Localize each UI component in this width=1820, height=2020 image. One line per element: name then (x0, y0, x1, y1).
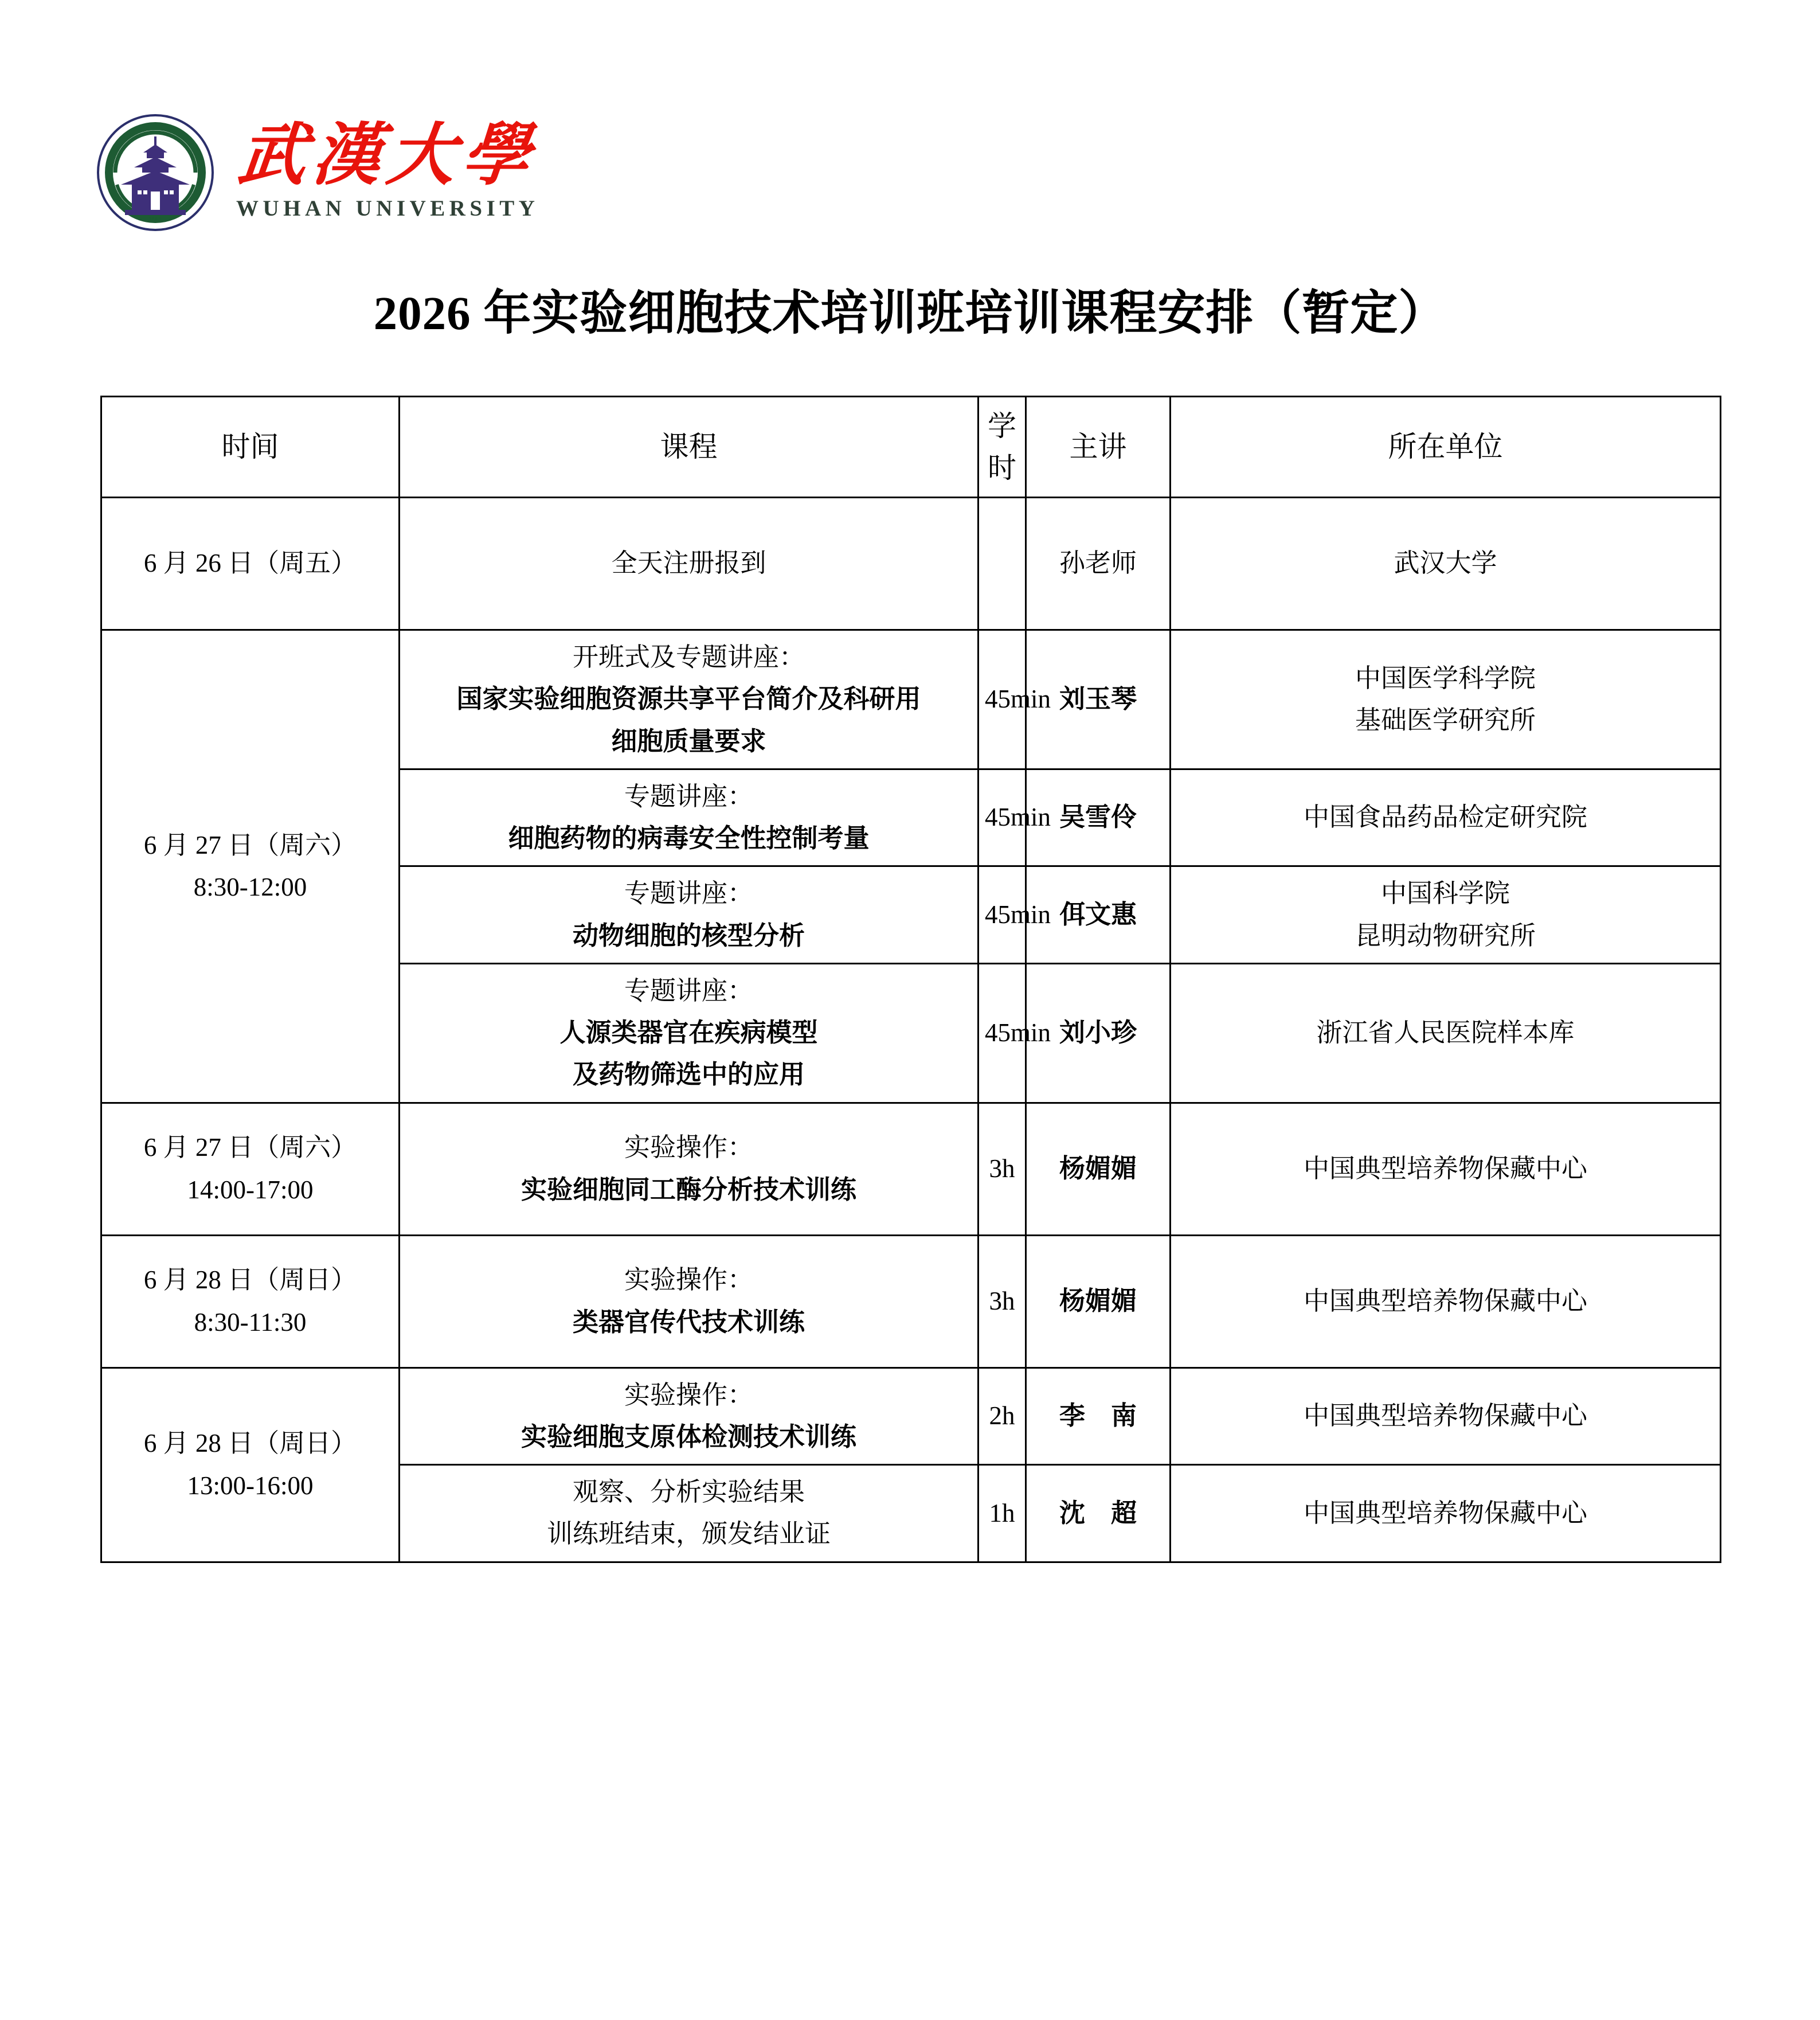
cell-unit: 中国典型培养物保藏中心 (1171, 1103, 1721, 1235)
course-schedule-table (100, 396, 1721, 1563)
cell-hours: 45min (979, 866, 1026, 964)
cell-hours: 1h (979, 1465, 1026, 1562)
university-logo (96, 114, 539, 232)
header-unit: 所在单位 (1171, 397, 1721, 498)
cell-lecturer: 孙老师 (1026, 498, 1171, 630)
cell-hours: 45min (979, 630, 1026, 769)
svg-text:1893: 1893 (148, 216, 162, 221)
cell-time: 6 月 28 日（周日） 8:30-11:30 (101, 1235, 400, 1367)
table-row (101, 630, 1721, 769)
cell-unit: 中国食品药品检定研究院 (1171, 769, 1721, 866)
cell-hours: 45min (979, 769, 1026, 866)
cell-time: 6 月 26 日（周五） (101, 498, 400, 630)
cell-unit: 中国医学科学院 基础医学研究所 (1171, 630, 1721, 769)
university-name-english: WUHAN UNIVERSITY (236, 196, 539, 221)
header-lecturer: 主讲 (1026, 397, 1171, 498)
cell-hours: 45min (979, 963, 1026, 1103)
cell-unit: 中国典型培养物保藏中心 (1171, 1235, 1721, 1367)
cell-lecturer: 刘玉琴 (1026, 630, 1171, 769)
cell-course: 全天注册报到 (400, 498, 979, 630)
schedule-table-container (100, 396, 1720, 1563)
cell-course: 开班式及专题讲座： 国家实验细胞资源共享平台简介及科研用 细胞质量要求 (400, 630, 979, 769)
table-header-row (101, 397, 1721, 498)
university-wordmark (234, 118, 541, 223)
cell-unit: 中国典型培养物保藏中心 (1171, 1465, 1721, 1562)
cell-unit: 浙江省人民医院样本库 (1171, 963, 1721, 1103)
cell-course: 实验操作： 实验细胞同工酶分析技术训练 (400, 1103, 979, 1235)
cell-lecturer: 刘小珍 (1026, 963, 1171, 1103)
table-row (101, 1367, 1721, 1465)
table-row (101, 1235, 1721, 1367)
header-course: 课程 (400, 397, 979, 498)
wuhan-university-emblem-icon (96, 114, 214, 232)
table-row (101, 1103, 1721, 1235)
cell-course: 专题讲座： 细胞药物的病毒安全性控制考量 (400, 769, 979, 866)
page-title: 2026 年实验细胞技术培训班培训课程安排（暂定） (373, 287, 1447, 339)
cell-hours: 3h (979, 1103, 1026, 1235)
cell-hours (979, 498, 1026, 630)
cell-lecturer: 杨媚媚 (1026, 1103, 1171, 1235)
header-hours: 学时 (979, 397, 1026, 498)
cell-course: 实验操作： 实验细胞支原体检测技术训练 (400, 1367, 979, 1465)
cell-unit: 中国典型培养物保藏中心 (1171, 1367, 1721, 1465)
cell-time: 6 月 28 日（周日） 13:00-16:00 (101, 1367, 400, 1562)
cell-time: 6 月 27 日（周六） 14:00-17:00 (101, 1103, 400, 1235)
cell-lecturer: 吴雪伶 (1026, 769, 1171, 866)
cell-lecturer: 佴文惠 (1026, 866, 1171, 964)
cell-lecturer: 李 南 (1026, 1367, 1171, 1465)
cell-unit: 中国科学院 昆明动物研究所 (1171, 866, 1721, 964)
table-row (101, 498, 1721, 630)
cell-time: 6 月 27 日（周六） 8:30-12:00 (101, 630, 400, 1103)
cell-course: 观察、分析实验结果 训练班结束，颁发结业证 (400, 1465, 979, 1562)
cell-course: 实验操作： 类器官传代技术训练 (400, 1235, 979, 1367)
cell-lecturer: 杨媚媚 (1026, 1235, 1171, 1367)
cell-course: 专题讲座： 动物细胞的核型分析 (400, 866, 979, 964)
header-time: 时间 (101, 397, 400, 498)
university-name-chinese: 武漢大學 (234, 118, 541, 194)
cell-lecturer: 沈 超 (1026, 1465, 1171, 1562)
cell-hours: 3h (979, 1235, 1026, 1367)
cell-course: 专题讲座： 人源类器官在疾病模型 及药物筛选中的应用 (400, 963, 979, 1103)
cell-hours: 2h (979, 1367, 1026, 1465)
cell-unit: 武汉大学 (1171, 498, 1721, 630)
